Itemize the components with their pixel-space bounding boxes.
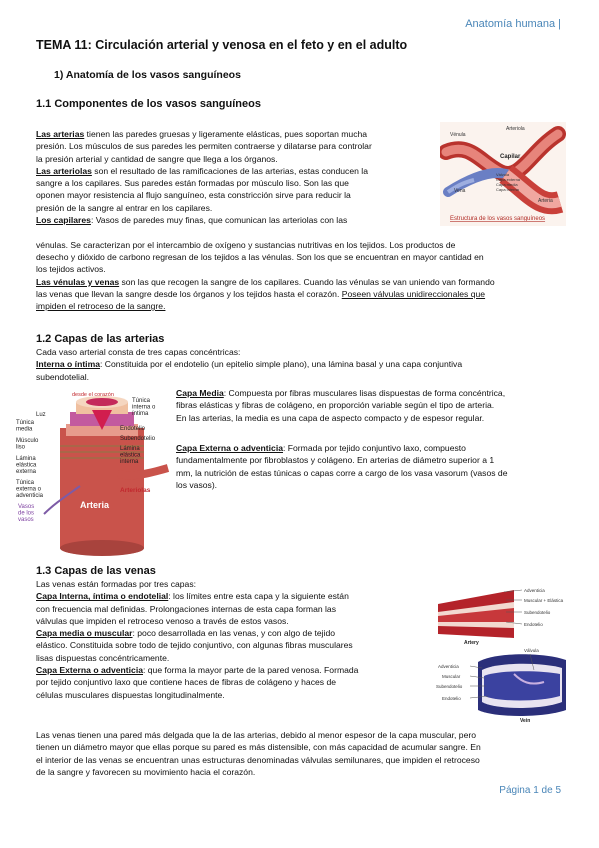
svg-text:Vasosde losvasos — [18, 504, 34, 523]
fig3-label: Adventicia — [524, 588, 545, 593]
fig2-label: liso — [16, 444, 26, 451]
fig2-label: Endotelio — [120, 426, 146, 432]
text-line: por tejido conjuntivo laxo que contiene haces de fibras de colágeno y haces de — [36, 677, 337, 688]
text-line: Las venas están formadas por tres capas: — [36, 579, 197, 589]
header-title: Anatomía humana | — [465, 18, 561, 30]
fig2-desde: desde el corazón — [72, 392, 114, 398]
fig1-label: Capa interna — [496, 187, 519, 192]
term-externa: Capa Externa o adventicia — [176, 443, 283, 453]
fig2-label: vasos — [18, 517, 34, 523]
paragraph-veins-summary — [36, 729, 581, 778]
term-interna: Interna o íntima — [36, 359, 100, 370]
text-line: : Compuesta por fibras musculares lisas dispuestas de forma concéntrica, — [223, 388, 506, 398]
text-line: son el resultado de las ramificaciones de las arterias, estas conducen la — [91, 165, 368, 176]
text-line: con frecuencia mal definidas. Prolongaciones internas de esta capa forman las — [36, 603, 337, 614]
paragraph-arteries-intro — [36, 346, 576, 383]
term-media: Capa Media — [176, 388, 224, 398]
text-line: : poco desarrollada en las venas, y con algo de tejido — [132, 628, 336, 639]
paragraph-veins — [36, 578, 436, 701]
fig3-label: Subendotelio — [524, 610, 551, 615]
text-line: : Vasos de paredes muy finas, que comunican las arteriolas con las — [90, 215, 348, 226]
artery-vein-figure — [434, 582, 574, 724]
text-line: presión. Los músculos de sus paredes les permiten contraerse y dilatarse para controlar — [36, 141, 372, 152]
fig2-label: adventicia — [16, 493, 44, 499]
fig2-label: media — [16, 426, 33, 433]
artery-layers-figure — [14, 388, 174, 558]
fig1-caption: Estructura de los vasos sanguíneos — [450, 216, 546, 222]
fig2-label: íntima — [132, 411, 149, 417]
subsection-heading-1-2: 1.2 Capas de las arterias — [36, 333, 165, 345]
text-line: los vasos). — [176, 479, 218, 490]
svg-text:Láminaelásticaexterna — [16, 456, 37, 475]
fig2-label: externa o — [16, 486, 42, 493]
term-arterias: Las arterias — [36, 129, 85, 139]
paragraph-components-cont — [36, 239, 576, 313]
fig3-label: Endotelio — [524, 622, 543, 627]
valves-note: Poseen válvulas unidireccionales que — [341, 288, 486, 299]
svg-text:Láminaelásticainterna — [120, 446, 141, 465]
fig2-label: Lámina — [16, 456, 36, 462]
text-line: : los límites entre esta capa y la siguiente están — [168, 591, 349, 602]
text-line: vénulas. Se caracterizan por el intercambio de oxígeno y sustancias nutritivas en los tejidos. Los productos de — [36, 239, 456, 250]
fig1-label: Capilar — [500, 154, 521, 160]
text-line: presión de la sangre al entrar en los capilares. — [36, 202, 213, 213]
term-capilares: Los capilares — [36, 215, 91, 226]
text-line: la presión arterial y cantidad de sangre que llega a los órganos. — [36, 153, 278, 164]
text-line: elástico. Constituida sobre todo de tejido conjuntivo, con algunas fibras musculares — [36, 640, 353, 651]
paragraph-components — [36, 128, 436, 226]
fig2-label: Túnica — [16, 480, 35, 486]
fig1-label: Arteriola — [506, 126, 525, 132]
page-number: Página 1 de 5 — [499, 785, 561, 796]
fig3-label: Adventicia — [438, 664, 459, 669]
fig1-label: Capa externa — [496, 177, 521, 182]
fig2-label: Subendotelio — [120, 436, 156, 442]
fig1-label: Arteria — [538, 198, 553, 204]
fig2-arteria: Arteria — [80, 500, 110, 510]
fig2-arteriolas: Arteriolas — [120, 487, 151, 494]
text-line: son las que recogen la sangre de los capilares. Cuando las vénulas se van uniendo van formando — [119, 276, 495, 287]
fig3-label: Muscular + Elástica — [524, 598, 564, 603]
subsection-heading-1-1: 1.1 Componentes de los vasos sanguíneos — [36, 98, 261, 110]
fig2-label: interna — [120, 459, 139, 465]
term-vein-media: Capa media o muscular — [36, 628, 133, 639]
page-title: TEMA 11: Circulación arterial y venosa en el feto y en el adulto — [36, 38, 408, 52]
fig1-label: Vénula — [450, 132, 466, 138]
fig2-label: externa — [16, 469, 37, 475]
text-line: fundamentalmente por fibroblastos y colágeno. En arterias de diámetro superior a 1 — [176, 455, 495, 466]
text-line: tienen un diámetro mayor que ellas porque su pared es más distensible, con más capacidad de acumular sangre. En — [36, 742, 481, 753]
paragraph-media — [176, 387, 576, 424]
text-line: mm, la nutrición de estas túnicas o capas corre a cargo de los vasa vasorum (vasos de — [176, 467, 508, 478]
fig1-label: Vena — [454, 188, 466, 194]
vessels-structure-figure — [440, 122, 566, 226]
term-arteriolas: Las arteriolas — [36, 165, 92, 176]
paragraph-externa — [176, 442, 576, 491]
text-line: Las venas tienen una pared más delgada que la de las arterias, debido al menor espesor de la capa muscular, pero — [36, 730, 476, 740]
text-line: oponen mayor resistencia al flujo sanguíneo, esta constricción sirve para reducir la — [36, 190, 351, 201]
fig3-label: Válvula — [524, 648, 539, 653]
text-line: las venas que llevan la sangre desde los órganos y los tejidos hasta el corazón. — [36, 288, 342, 299]
fig2-label: Túnica — [132, 398, 151, 404]
fig2-label: Lámina — [120, 446, 140, 452]
subsection-heading-1-3: 1.3 Capas de las venas — [36, 565, 156, 577]
section-heading: 1) Anatomía de los vasos sanguíneos — [54, 69, 241, 81]
term-vein-externa: Capa Externa o adventicia — [36, 665, 143, 676]
fig3-artery: Artery — [464, 640, 479, 646]
text-line: tienen las paredes gruesas y ligeramente elásticas, pues soportan mucha — [84, 129, 368, 139]
valves-note-cont: impiden el retroceso de la sangre. — [36, 301, 166, 312]
fig1-label: Válvula — [496, 172, 510, 177]
text-line: : Constituida por el endotelio (un epitelio simple plano), una lámina basal y una capa conjuntiva — [99, 359, 463, 370]
text-line: En las arterias, la media es una capa de aspecto compacto y de espesor regular. — [176, 412, 485, 423]
text-line: válvulas que impiden el retroceso venoso a través de estos vasos. — [36, 615, 289, 626]
text-line: sangre a los capilares. Sus paredes están formadas por músculo liso. Son las que — [36, 178, 349, 189]
fig2-label: Túnica — [16, 420, 35, 426]
text-line: Cada vaso arterial consta de tres capas concéntricas: — [36, 347, 241, 357]
fig2-label: elástica — [16, 462, 37, 469]
text-line: lisas dispuestas concéntricamente. — [36, 652, 170, 663]
term-vein-interna: Capa Interna, íntima o endotelial — [36, 591, 169, 602]
text-line: : Formada por tejido conjuntivo laxo, compuesto — [283, 443, 466, 453]
fig2-label: interna o — [132, 404, 156, 411]
text-line: los tejidos activos. — [36, 264, 106, 275]
text-line: de la sangre y favorecen su movimiento hacia el corazón. — [36, 766, 256, 777]
text-line: : que forma la mayor parte de la pared venosa. Formada — [143, 665, 359, 676]
fig3-label: Subendotelio — [436, 684, 463, 689]
fig3-vein: Vein — [520, 718, 531, 724]
fig2-label: elástica — [120, 452, 141, 459]
fig2-label: Músculo — [16, 438, 39, 444]
fig3-label: Endotelio — [442, 696, 461, 701]
term-venulas: Las vénulas y venas — [36, 276, 120, 287]
fig3-label: Muscular — [442, 674, 461, 679]
text-line: subendotelial. — [36, 371, 90, 382]
fig1-label: Capa media — [496, 182, 518, 187]
fig2-luz: Luz — [36, 412, 46, 418]
fig2-label: Vasos — [18, 504, 35, 510]
fig2-label: de los — [18, 510, 35, 517]
text-line: fibras elásticas y fibras de colágeno, en proporción variable según el tipo de arteria. — [176, 400, 495, 411]
text-line: células musculares dispuestas longitudinalmente. — [36, 689, 225, 700]
text-line: desecho y dióxido de carbono regresan de los tejidos a las vénulas. Son los que se encuentran en mayor cantidad en — [36, 251, 484, 262]
text-line: el interior de las venas se encuentran unas estructuras denominadas válvulas semilunares, que impiden el retroceso — [36, 754, 480, 765]
svg-text:Túnicamedia — [16, 420, 35, 433]
